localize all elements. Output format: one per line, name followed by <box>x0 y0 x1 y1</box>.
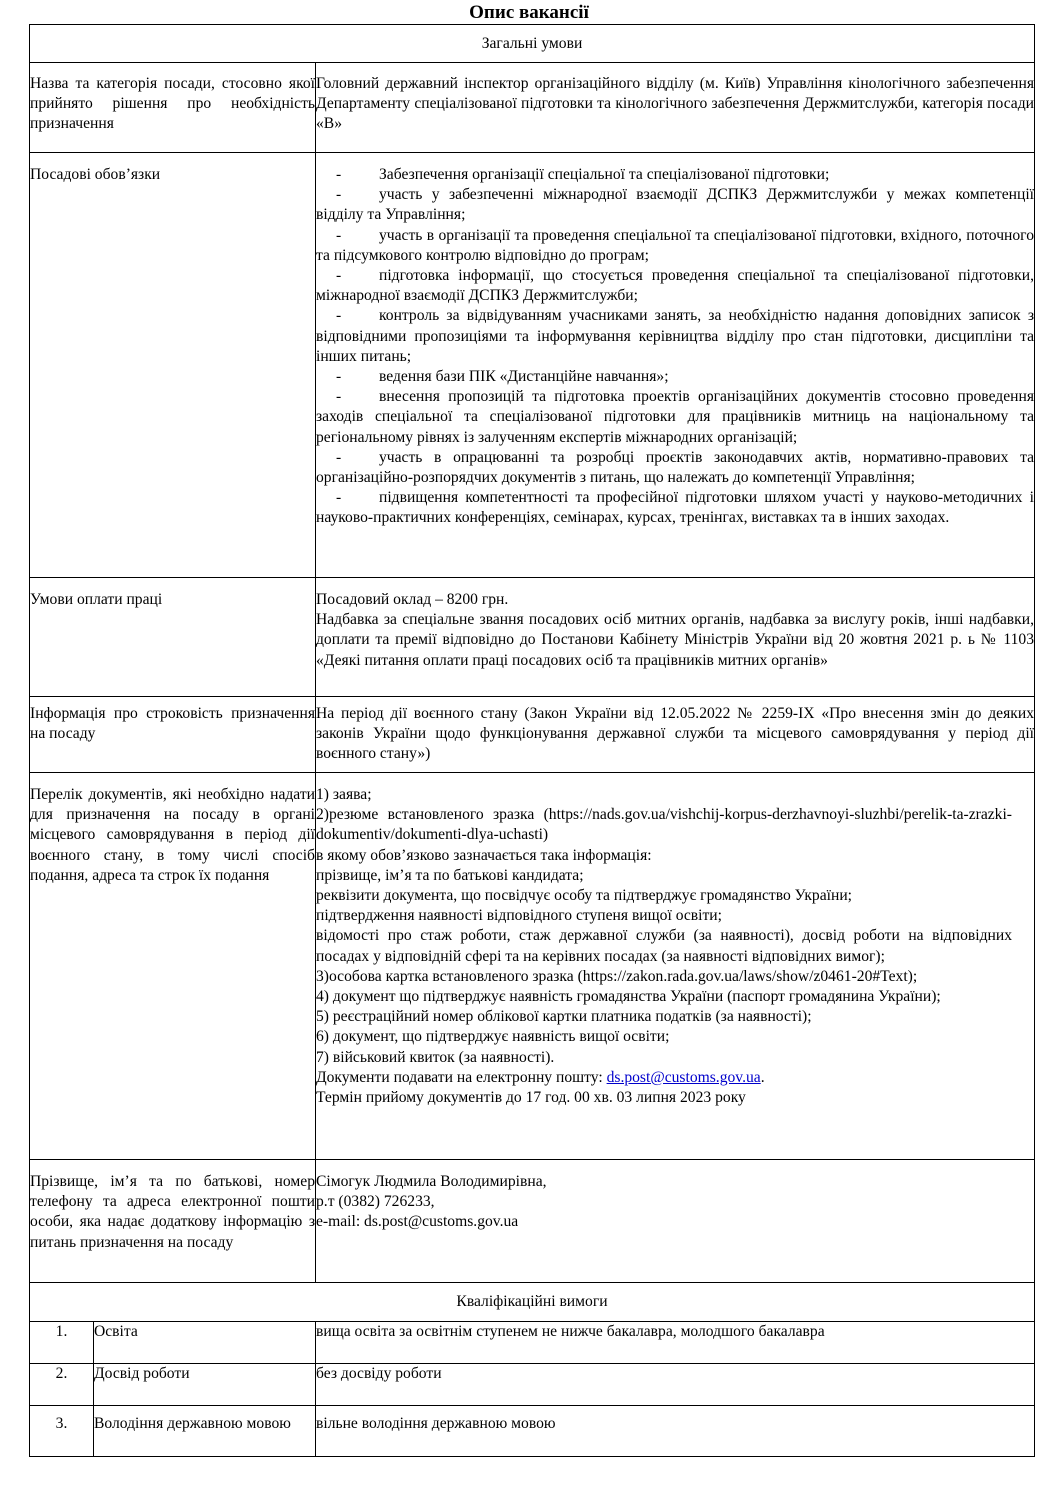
document-line: 7) військовий квиток (за наявності). <box>316 1048 555 1066</box>
contact-phone: р.т (0382) 726233, <box>316 1193 435 1211</box>
document-line: 6) документ, що підтверджує наявність вищої освіти; <box>316 1028 670 1046</box>
document-line: 1) заява; <box>316 786 372 803</box>
document-line: 5) реєстраційний номер облікової картки платника податків (за наявності); <box>316 1008 812 1026</box>
qual-row <box>30 1322 1035 1364</box>
documents-label: Перелік документів, які необхідно надати для призначення на посаду в органі місцевого самоврядування в період дії воєнного стану, в тому числі спосіб подання, адреса та строк їх подання <box>30 786 315 884</box>
document-line: 2)резюме встановленого зразка (https://nads.gov.ua/vishchij-korpus-derzhavnoyi-sluzhbi/perelik-ta-zrazki-dokumentiv/dokumenti-dlya-uchasti) <box>316 806 1012 844</box>
qual-number: 3. <box>30 1406 94 1457</box>
document-line: відомості про стаж роботи, стаж державної служби (за наявності), досвід роботи на відповідних посадах у відповідній сфері та на керівних посадах (за наявності відповідних вимог); <box>316 927 1012 965</box>
duties-label: Посадові обов’язки <box>30 166 161 183</box>
documents-label-cell <box>30 773 316 1160</box>
document-line: підтвердження наявності відповідного ступеня вищої освіти; <box>316 907 722 925</box>
pay-bonuses: Надбавка за спеціальне звання посадових осіб митних органів, надбавка за вислугу років, інші надбавки, доплати та премії відповідно до Постанови Кабінету Міністрів України від 20 жовтня 2021 р. ь № 1103 «Деякі питання оплати праці посадових осіб та працівників митних органів» <box>316 611 1034 669</box>
document-line: прізвище, ім’я та по батькові кандидата; <box>316 866 584 884</box>
duty-item: - ведення бази ПІК «Дистанційне навчання»; <box>336 368 669 386</box>
pay-salary: Посадовий оклад – 8200 грн. <box>316 591 509 608</box>
duty-item: - підготовка інформації, що стосується проведення спеціальної та спеціалізованої підготовки, міжнародної взаємодії ДСПКЗ Держмитслужби; <box>316 267 1034 305</box>
duty-item: - Забезпечення організації спеціальної та спеціалізованої підготовки; <box>336 166 830 183</box>
duties-value-cell <box>316 153 1035 578</box>
qual-value: вільне володіння державною мовою <box>316 1406 1035 1457</box>
document-line: 3)особова картка встановленого зразка (https://zakon.rada.gov.ua/laws/show/z0461-20#Text); <box>316 967 918 985</box>
contact-label: Прізвище, ім’я та по батькові, номер телефону та адреса електронної пошти особи, яка надає додаткову інформацію з питань призначення на посаду <box>30 1173 315 1251</box>
term-label: Інформація про строковість призначення на посаду <box>30 705 315 743</box>
duty-item: - контроль за відвідуванням учасниками занять, за необхідністю надання доповідних записок з відповідними пропозиціями та інформування керівництва відділу про стан підготовки, дисципліни та інших питань; <box>316 307 1034 365</box>
section-general-title: Загальні умови <box>481 35 583 52</box>
qual-name: Володіння державною мовою <box>94 1406 316 1457</box>
section-qual-title: Кваліфікаційні вимоги <box>456 1293 608 1310</box>
qual-number: 2. <box>30 1364 94 1406</box>
duty-item: - участь в організації та проведення спеціальної та спеціалізованої підготовки, вхідного, поточного та підсумкового контролю відповідно до програм; <box>316 226 1034 264</box>
section-qual-header <box>30 1283 1035 1322</box>
qual-row <box>30 1406 1035 1457</box>
position-value: Головний державний інспектор організаційного відділу (м. Київ) Управління кінологічного забезпечення Департаменту спеціалізованої підготовки та кінологічного забезпечення Держмитслужби, категорія посади «В» <box>316 75 1034 133</box>
contact-email: e-mail: ds.post@customs.gov.ua <box>316 1213 519 1231</box>
document-line: 4) документ що підтверджує наявність громадянства України (паспорт громадянина України); <box>316 988 941 1006</box>
pay-value-cell <box>316 578 1035 697</box>
section-general-header <box>30 25 1035 63</box>
deadline-line: Термін прийому документів до 17 год. 00 хв. 03 липня 2023 року <box>316 1089 746 1107</box>
submit-line: Документи подавати на електронну пошту: ds.post@customs.gov.ua. <box>316 1068 765 1086</box>
qual-row <box>30 1364 1035 1406</box>
duty-item: - участь в опрацюванні та розробці проєктів законодавчих актів, нормативно-правових та організаційно-розпорядчих документів з питань, що належать до компетенції Управління; <box>316 448 1034 487</box>
duty-item: - участь у забезпеченні міжнародної взаємодії ДСПКЗ Держмитслужби у межах компетенції відділу та Управління; <box>316 186 1034 224</box>
qual-number: 1. <box>30 1322 94 1364</box>
contact-name: Сімогук Людмила Володимирівна, <box>316 1173 547 1190</box>
qual-value: вища освіта за освітнім ступенем не нижче бакалавра, молодшого бакалавра <box>316 1322 1035 1364</box>
term-value-cell <box>316 697 1035 773</box>
contact-label-cell <box>30 1160 316 1283</box>
term-label-cell <box>30 697 316 773</box>
document-line: в якому обов’язково зазначається така інформація: <box>316 846 652 864</box>
qual-value: без досвіду роботи <box>316 1364 1035 1406</box>
duty-item: - підвищення компетентності та професійної підготовки шляхом участі у науково-методичних і науково-практичних конференціях, семінарах, курсах, тренінгах, виставках та в інших заходах. <box>316 489 1034 527</box>
position-value-cell <box>316 63 1035 153</box>
qual-name: Досвід роботи <box>94 1364 316 1406</box>
qual-name: Освіта <box>94 1322 316 1364</box>
contact-value-cell <box>316 1160 1035 1283</box>
position-label: Назва та категорія посади, стосовно якої прийнято рішення про необхідність призначення <box>30 75 315 133</box>
duties-label-cell <box>30 153 316 578</box>
term-value: На період дії воєнного стану (Закон України від 12.05.2022 № 2259-IX «Про внесення змін до деяких законів України щодо функціонування державної служби та місцевого самоврядування у період дії воєнного стану») <box>316 705 1034 763</box>
submit-email-link[interactable]: ds.post@customs.gov.ua <box>606 1068 761 1086</box>
position-label-cell <box>30 63 316 153</box>
pay-label: Умови оплати праці <box>30 591 163 608</box>
vacancy-table <box>29 24 1035 1457</box>
documents-value-cell <box>316 773 1035 1160</box>
pay-label-cell <box>30 578 316 697</box>
duty-item: - внесення пропозицій та підготовка проектів організаційних документів стосовно проведення заходів спеціальної та спеціалізованої підготовки для працівників митниць на національному та регіональному рівнях із залученням експертів міжнародних організацій; <box>316 388 1034 446</box>
document-line: реквізити документа, що посвідчує особу та підтверджує громадянство України; <box>316 887 853 905</box>
document-title: Опис вакансії <box>469 2 589 23</box>
